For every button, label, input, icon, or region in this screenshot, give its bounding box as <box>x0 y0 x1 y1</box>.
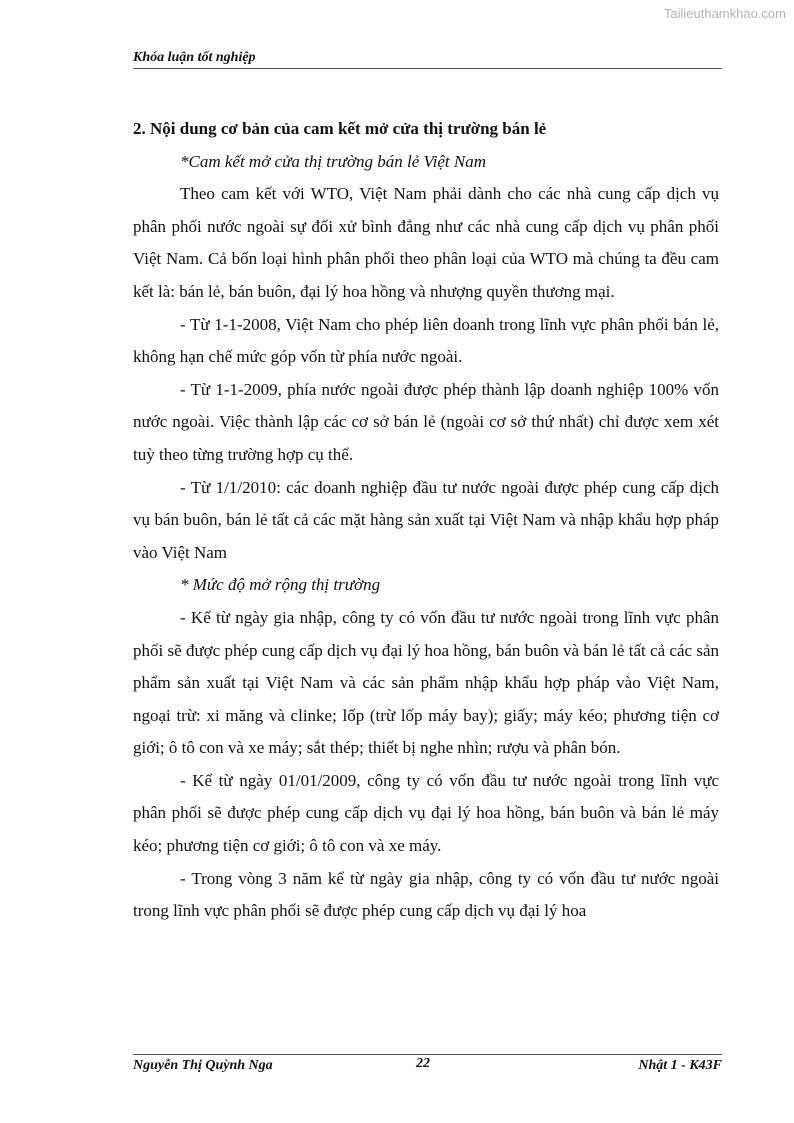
watermark: Tailieuthamkhao.com <box>663 6 786 21</box>
subheading-market-expansion: * Mức độ mở rộng thị trường <box>180 575 381 595</box>
footer-class: Nhật 1 - K43F <box>638 1058 722 1073</box>
subheading-retail-commitment: *Cam kết mở cửa thị trường bán lẻ Việt Nam <box>180 151 486 171</box>
header-divider <box>133 68 722 69</box>
paragraph: - Kể từ ngày gia nhập, công ty có vốn đầu tư nước ngoài trong lĩnh vực phân phối sẽ được phép cung cấp dịch vụ đại lý hoa hồng, bán buôn và bán lẻ tất cả các sản phẩm sản xuất tại Việt Nam và các sản phẩm nhập khẩu hợp pháp vào Việt Nam, ngoại trừ: xi măng và clinke; lốp (trừ lốp máy bay); giấy; máy kéo; phương tiện cơ giới; ô tô con và xe máy; sắt thép; thiết bị nghe nhìn; rượu và phân bón. <box>133 607 719 758</box>
page-header-title: Khóa luận tốt nghiệp <box>133 50 256 65</box>
page-footer <box>133 1058 722 1078</box>
footer-author: Nguyễn Thị Quỳnh Nga <box>133 1058 273 1073</box>
paragraph: - Từ 1-1-2009, phía nước ngoài được phép thành lập doanh nghiệp 100% vốn nước ngoài. Việc thành lập các cơ sở bán lẻ (ngoài cơ sở thứ nhất) chỉ được xem xét tuỳ theo từng trường hợp cụ thể. <box>133 379 719 464</box>
paragraph: Theo cam kết với WTO, Việt Nam phải dành cho các nhà cung cấp dịch vụ phân phối nước ngoài sự đối xử bình đẳng như các nhà cung cấp dịch vụ phân phối Việt Nam. Cả bốn loại hình phân phối theo phân loại của WTO mà chúng ta đều cam kết là: bán lẻ, bán buôn, đại lý hoa hồng và nhượng quyền thương mại. <box>133 184 719 301</box>
paragraph: - Từ 1/1/2010: các doanh nghiệp đầu tư nước ngoài được phép cung cấp dịch vụ bán buôn, bán lẻ tất cả các mặt hàng sản xuất tại Việt Nam và nhập khẩu hợp pháp vào Việt Nam <box>133 477 719 562</box>
footer-divider <box>133 1054 722 1055</box>
page-body <box>133 113 719 928</box>
paragraph: - Kể từ ngày 01/01/2009, công ty có vốn đầu tư nước ngoài trong lĩnh vực phân phối sẽ được phép cung cấp dịch vụ đại lý hoa hồng, bán buôn và bán lẻ máy kéo; phương tiện cơ giới; ô tô con và xe máy. <box>133 770 719 856</box>
section-heading: 2. Nội dung cơ bản của cam kết mở cửa thị trường bán lẻ <box>133 119 547 138</box>
paragraph: - Trong vòng 3 năm kể từ ngày gia nhập, công ty có vốn đầu tư nước ngoài trong lĩnh vực phân phối sẽ được phép cung cấp dịch vụ đại lý hoa <box>133 868 719 921</box>
paragraph: - Từ 1-1-2008, Việt Nam cho phép liên doanh trong lĩnh vực phân phối bán lẻ, không hạn chế mức góp vốn từ phía nước ngoài. <box>133 314 719 367</box>
page-number: 22 <box>416 1056 430 1071</box>
